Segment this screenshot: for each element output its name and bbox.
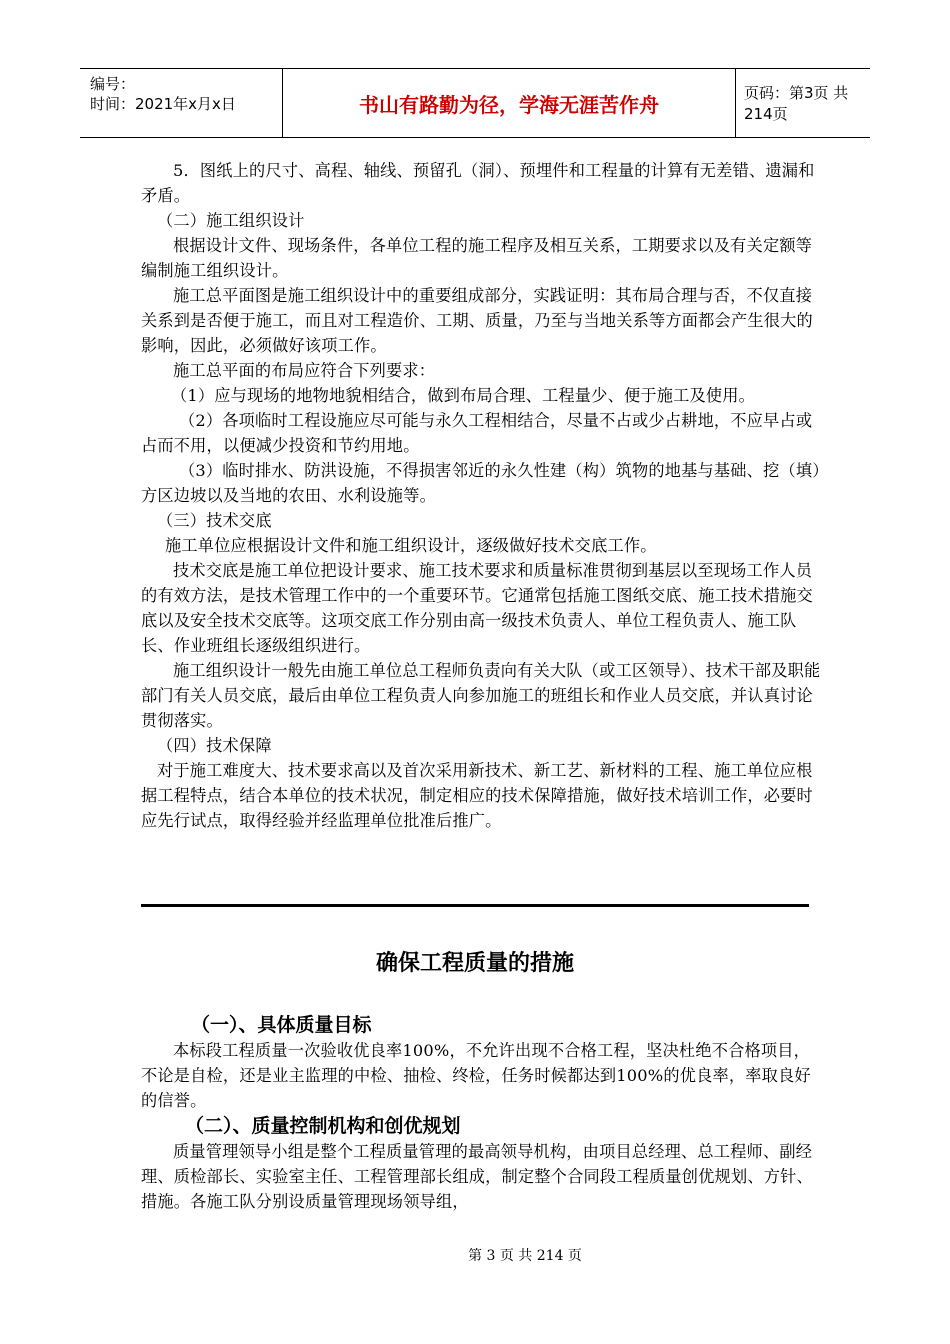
page-footer bbox=[0, 1245, 950, 1265]
paragraph: 对于施工难度大、技术要求高以及首次采用新技术、新工艺、新材料的工程、施工单位应根据工程特点，结合本单位的技术状况，制定相应的技术保障措施，做好技术培训工作，必要时应先行试点，取得经验并经监理单位批准后推广。 bbox=[141, 761, 813, 830]
paragraph: 本标段工程质量一次验收优良率100%，不允许出现不合格工程，坚决杜绝不合格项目，不论是自检，还是业主监理的中检、抽检、终检，任务时候都达到100%的优良率，率取良好的信誉。 bbox=[141, 1041, 811, 1110]
paragraph: 施工组织设计一般先由施工单位总工程师负责向有关大队（或工区领导）、技术干部及职能部门有关人员交底，最后由单位工程负责人向参加施工的班组长和作业人员交底，并认真讨论贯彻落实。 bbox=[141, 661, 821, 730]
subheading: （三）技术交底 bbox=[157, 511, 272, 530]
page-header bbox=[80, 68, 870, 138]
section-title: 确保工程质量的措施 bbox=[375, 951, 574, 976]
footer-page-number: 第 3 页 共 214 页 bbox=[468, 1248, 582, 1264]
number-label: 编号： bbox=[90, 75, 136, 93]
paragraph: 5．图纸上的尺寸、高程、轴线、预留孔（洞）、预埋件和工程量的计算有无差错、遗漏和矛盾。 bbox=[141, 161, 815, 205]
paragraph: 施工总平面的布局应符合下列要求： bbox=[173, 361, 436, 380]
paragraph: 质量管理领导小组是整个工程质量管理的最高领导机构，由项目总经理、总工程师、副经理、质检部长、实验室主任、工程管理部长组成，制定整个合同段工程质量创优规划、方针、措施。各施工队分别设质量管理现场领导组， bbox=[141, 1142, 813, 1211]
paragraph: 技术交底是施工单位把设计要求、施工技术要求和质量标准贯彻到基层以至现场工作人员的有效方法，是技术管理工作中的一个重要环节。它通常包括施工图纸交底、施工技术措施交底以及安全技术交底等。这项交底工作分别由高一级技术负责人、单位工程负责人、施工队长、作业班组长逐级组织进行。 bbox=[141, 561, 813, 655]
list-item: （1）应与现场的地物地貌相结合，做到布局合理、工程量少、便于施工及使用。 bbox=[171, 386, 756, 405]
heading-quality-goal: （一）、具体质量目标 bbox=[191, 1014, 372, 1036]
section-divider bbox=[141, 904, 809, 907]
header-motto: 书山有路勤为径，学海无涯苦作舟 bbox=[282, 69, 736, 137]
heading-quality-control: （二）、质量控制机构和创优规划 bbox=[185, 1115, 461, 1137]
paragraph: 施工单位应根据设计文件和施工组织设计，逐级做好技术交底工作。 bbox=[165, 536, 657, 555]
document-body bbox=[141, 158, 821, 833]
list-item: （2）各项临时工程设施应尽可能与永久工程相结合，尽量不占或少占耕地，不应早占或占而不用，以便减少投资和节约用地。 bbox=[141, 411, 813, 455]
list-item: （3）临时排水、防洪设施，不得损害邻近的永久性建（构）筑物的地基与基础、挖（填）方区边坡以及当地的农田、水利设施等。 bbox=[141, 461, 821, 505]
paragraph: 施工总平面图是施工组织设计中的重要组成部分，实践证明：其布局合理与否，不仅直接关系到是否便于施工，而且对工程造价、工期、质量，乃至与当地关系等方面都会产生很大的影响，因此，必须做好该项工作。 bbox=[141, 286, 813, 355]
subheading: （四）技术保障 bbox=[157, 736, 272, 755]
quality-section bbox=[141, 1012, 821, 1214]
header-meta-cell bbox=[80, 69, 282, 137]
paragraph: 根据设计文件、现场条件，各单位工程的施工程序及相互关系，工期要求以及有关定额等编制施工组织设计。 bbox=[141, 236, 813, 280]
header-page-info: 页码：第3页 共214页 bbox=[744, 84, 849, 123]
date-label: 时间：2021年x月x日 bbox=[90, 95, 236, 113]
subheading: （二）施工组织设计 bbox=[157, 211, 305, 230]
